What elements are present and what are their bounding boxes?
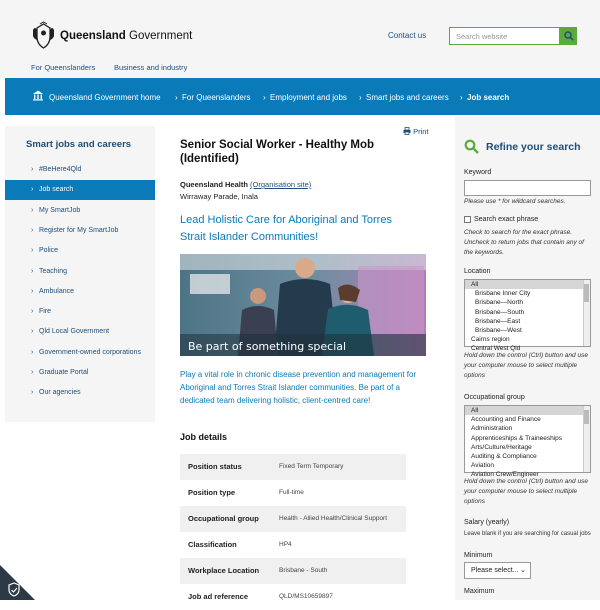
print-link[interactable] <box>403 127 429 136</box>
sidebar-item-label: Government-owned corporations <box>39 348 141 356</box>
sidebar-item[interactable] <box>5 221 155 241</box>
chevron-right-icon: › <box>263 93 266 102</box>
detail-value: HP4 <box>279 541 292 548</box>
detail-label: Position status <box>188 462 242 471</box>
maximum-label: Maximum <box>464 588 495 595</box>
organisation-site-link[interactable]: (Organisation site) <box>250 180 312 189</box>
privacy-shield-button[interactable] <box>0 565 35 600</box>
select-option[interactable]: All <box>465 280 590 289</box>
sidebar-item[interactable] <box>5 180 155 200</box>
keyword-input[interactable] <box>464 180 591 196</box>
table-row <box>180 454 406 480</box>
salary-hint: Leave blank if you are searching for casual jobs <box>464 531 591 537</box>
sidebar-item[interactable] <box>5 343 155 363</box>
occupational-group-label: Occupational group <box>464 394 525 401</box>
exact-phrase-hint: Check to search for the exact phrase. Uncheck to return jobs that contain any of the keywords. <box>464 229 584 256</box>
keyword-label: Keyword <box>464 169 492 176</box>
sidebar-title[interactable]: Smart jobs and careers <box>26 139 132 150</box>
select-option[interactable]: Apprenticeships & Traineeships <box>471 434 563 442</box>
home-icon <box>32 89 44 101</box>
breadcrumb <box>5 78 600 115</box>
sidebar-item-label: #BeHere4Qld <box>39 166 82 173</box>
refine-title: Refine your search <box>486 141 581 153</box>
intro-paragraph: Play a vital role in chronic disease prevention and management for Aboriginal and Torres Strait Islander communities. Be part of a dedicated team delivering holistic, client-centred care! <box>180 370 417 405</box>
sidebar-item[interactable] <box>5 383 155 403</box>
sidebar-item-label: Job search <box>39 186 74 194</box>
table-row <box>180 584 406 610</box>
minimum-salary-value: Please select... <box>471 567 519 574</box>
detail-value: Health - Allied Health/Clinical Support <box>279 515 388 522</box>
job-details-heading: Job details <box>180 432 228 442</box>
lead-heading: Lead Holistic Care for Aboriginal and Torres Strait Islander Communities! <box>180 214 392 243</box>
sidebar-item-label: Fire <box>39 308 52 316</box>
minimum-label: Minimum <box>464 552 493 559</box>
site-search-button[interactable] <box>560 27 577 45</box>
detail-label: Classification <box>188 540 237 549</box>
chevron-right-icon: › <box>31 226 34 234</box>
breadcrumb-for-queenslanders[interactable]: For Queenslanders <box>182 93 251 102</box>
site-search-input[interactable]: Search website <box>449 27 560 45</box>
table-row <box>180 532 406 558</box>
occupational-ctrl-hint: Hold down the control (Ctrl) button and use your computer mouse to select multiple options <box>464 478 588 505</box>
location-ctrl-hint: Hold down the control (Ctrl) button and use your computer mouse to select multiple options <box>464 352 588 379</box>
printer-icon <box>403 127 411 135</box>
sidebar-item[interactable] <box>5 302 155 322</box>
breadcrumb-current: Job search <box>467 93 510 102</box>
select-option[interactable]: Aviation <box>471 462 495 470</box>
chevron-right-icon: › <box>31 389 34 397</box>
sidebar-item[interactable] <box>5 262 155 282</box>
location-select[interactable] <box>464 279 591 353</box>
chevron-right-icon: › <box>359 93 362 102</box>
sidebar-item[interactable] <box>5 201 155 221</box>
exact-phrase-label: Search exact phrase <box>474 216 539 223</box>
detail-label: Job ad reference <box>188 592 249 601</box>
coat-of-arms-icon <box>31 22 56 50</box>
sidebar-item[interactable] <box>5 241 155 261</box>
chevron-right-icon: › <box>31 267 34 275</box>
breadcrumb-employment[interactable]: Employment and jobs <box>270 93 347 102</box>
sidebar-item-label: My SmartJob <box>39 206 81 214</box>
select-option[interactable]: Accounting and Finance <box>471 416 541 424</box>
chevron-right-icon: › <box>31 166 34 173</box>
detail-value: Brisbane - South <box>279 567 328 574</box>
table-row <box>180 558 406 584</box>
select-option[interactable]: Central West Qld <box>471 345 521 353</box>
occupational-group-select[interactable] <box>464 405 591 479</box>
sidebar-item-label: Graduate Portal <box>39 369 89 376</box>
chevron-right-icon: › <box>175 93 178 102</box>
chevron-right-icon: › <box>31 186 34 194</box>
detail-value: Full-time <box>279 489 304 496</box>
chevron-right-icon: › <box>31 348 34 356</box>
organisation-name: Queensland Health <box>180 180 248 189</box>
logo-text: Queensland Government <box>60 30 193 42</box>
scrollbar[interactable] <box>583 280 590 346</box>
sidebar-item-label: Our agencies <box>39 389 81 397</box>
sidebar-item[interactable] <box>5 282 155 302</box>
select-option[interactable]: Administration <box>471 425 513 433</box>
detail-label: Workplace Location <box>188 566 260 575</box>
banner-caption: Be part of something special <box>188 340 347 353</box>
search-icon <box>464 139 479 154</box>
job-address: Wirraway Parade, Inala <box>180 192 258 201</box>
keyword-hint: Please use * for wildcard searches. <box>464 198 566 205</box>
chevron-right-icon: › <box>31 328 34 336</box>
page-title: Senior Social Worker - Healthy Mob (Identified) <box>180 139 375 165</box>
chevron-right-icon: › <box>31 206 34 214</box>
detail-label: Position type <box>188 488 236 497</box>
detail-label: Occupational group <box>188 514 259 523</box>
sidebar-item[interactable] <box>5 160 155 180</box>
banner-image <box>180 254 426 356</box>
nav-for-queenslanders[interactable]: For Queenslanders <box>31 63 96 72</box>
select-option[interactable]: Brisbane Inner City <box>475 290 531 298</box>
select-option[interactable]: Brisbane—West <box>475 327 522 335</box>
chevron-down-icon: ⌄ <box>520 567 526 574</box>
detail-value: Fixed Term Temporary <box>279 463 344 470</box>
location-label: Location <box>464 268 491 275</box>
nav-business-industry[interactable]: Business and industry <box>114 63 188 72</box>
sidebar-item[interactable] <box>5 363 155 383</box>
select-option[interactable]: Brisbane—East <box>475 317 521 325</box>
sidebar-item-label: Police <box>39 247 59 255</box>
breadcrumb-home[interactable]: Queensland Government home <box>49 93 161 102</box>
exact-phrase-checkbox[interactable] <box>464 216 471 223</box>
chevron-right-icon: › <box>31 308 34 316</box>
select-option[interactable]: Aviation Crew/Engineer <box>471 471 539 479</box>
sidebar-item[interactable] <box>5 322 155 342</box>
scrollbar[interactable] <box>583 406 590 472</box>
organisation <box>180 180 311 189</box>
chevron-right-icon: › <box>31 369 34 376</box>
breadcrumb-smart-jobs[interactable]: Smart jobs and careers <box>366 93 449 102</box>
select-option[interactable]: Arts/Culture/Heritage <box>471 443 532 451</box>
salary-label: Salary (yearly) <box>464 519 510 526</box>
table-row <box>180 480 406 506</box>
sidebar-item-label: Qld Local Government <box>39 328 110 336</box>
sidebar-item-label: Register for My SmartJob <box>39 226 119 234</box>
sidebar-item-label: Ambulance <box>39 287 75 295</box>
select-option[interactable]: Brisbane—South <box>475 308 525 316</box>
print-label: Print <box>413 127 429 136</box>
minimum-salary-select[interactable] <box>464 562 531 579</box>
select-option[interactable]: Brisbane—North <box>475 299 524 307</box>
search-icon <box>564 31 574 41</box>
table-row <box>180 506 406 532</box>
chevron-right-icon: › <box>31 287 34 295</box>
select-option[interactable]: Cairns region <box>471 336 510 344</box>
select-option[interactable]: All <box>465 406 590 415</box>
contact-us-link[interactable]: Contact us <box>388 31 427 40</box>
detail-value: QLD/MS10659897 <box>279 593 333 600</box>
qld-gov-logo[interactable] <box>31 22 192 50</box>
sidebar-item-label: Teaching <box>39 267 68 275</box>
chevron-right-icon: › <box>31 247 34 255</box>
select-option[interactable]: Auditing & Compliance <box>471 453 537 461</box>
chevron-right-icon: › <box>460 93 463 102</box>
